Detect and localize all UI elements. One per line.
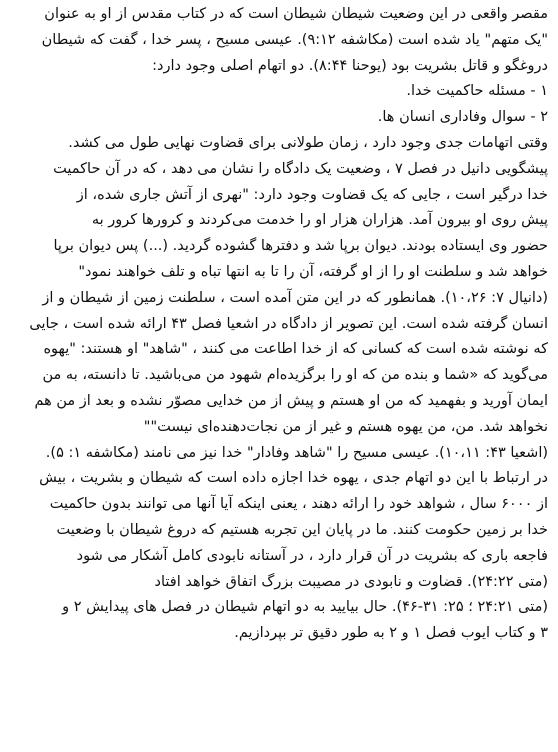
text-line: خدا درگیر است ، جایی که یک قضاوت وجود دارد: "نهری از آتش جاری شده، از xyxy=(76,186,548,203)
text-line: که نوشته شده است که کسانی که از خدا اطاعت می کنند ، "شاهد" او هستند: "یهوه xyxy=(43,341,548,358)
text-line: ۳ و کتاب ایوب فصل ۱ و ۲ به طور دقیق تر بپردازیم. xyxy=(234,625,548,642)
text-line: مقصر واقعی در این وضعیت شیطان شیطان است که در کتاب مقدس از او به عنوان xyxy=(44,6,548,22)
text-line: ایمان آورید و بفهمید که من او هستم و پیش از من خدایی مصوّر نشده و بعد از من هم xyxy=(34,392,548,409)
list-item: ۲ - سوال وفاداری انسان ها. xyxy=(377,109,548,126)
text-line: "یک متهم" یاد شده است (مکاشفه ۹:۱۲). عیسی مسیح ، پسر خدا ، گفت که شیطان xyxy=(41,31,548,48)
text-line: (متی ۲۴:۲۱ ؛ ۲۵: ۳۱-۴۶). حال بیایید به دو اتهام شیطان در فصل های پیدایش ۲ و xyxy=(62,599,548,616)
text-line: در ارتباط با این دو اتهام جدی ، یهوه خدا اجازه داده است که شیطان و بشریت ، بیش xyxy=(39,470,548,487)
text-line: حضور وی ایستاده بودند. دیوان برپا شد و دفترها گشوده گردید. (...) پس دیوان برپا xyxy=(53,238,548,255)
text-line: می‌گوید که «شما و بنده من که او را برگزیده‌ام شهود من می‌باشید. تا دانسته، به من xyxy=(42,367,548,384)
text-line: (دانیال ۷: ۱۰،۲۶). همانطور که در این متن آمده است ، سلطنت زمین از شیطان و از xyxy=(42,289,548,306)
text-line: انسان گرفته شده است. این تصویر از دادگاه در اشعیا فصل ۴۳ ارائه شده است ، جایی xyxy=(29,315,548,332)
text-line: نخواهد شد. من، من یهوه هستم و غیر از من نجات‌دهنده‌ای نیست"" xyxy=(143,418,548,435)
text-line: دروغگو و قاتل بشریت بود (یوحنا ۸:۴۴). دو اتهام اصلی وجود دارد: xyxy=(152,57,548,74)
text-line: وقتی اتهامات جدی وجود دارد ، زمان طولانی برای قضاوت نهایی طول می کشد. xyxy=(68,134,548,151)
text-line: فاجعه باری که بشریت در آن قرار دارد ، در آستانه نابودی کامل آشکار می شود xyxy=(76,547,548,564)
text-line: خدا بر زمین حکومت کنند. ما در پایان این تجربه هستیم که دروغ شیطان با وضعیت xyxy=(56,521,548,538)
text-line: پیش روی او بیرون آمد. هزاران هزار او را خدمت می‌کردند و کرورها کرور به xyxy=(91,212,548,229)
document-body xyxy=(10,2,548,647)
text-line: پیشگویی دانیل در فصل ۷ ، وضعیت یک دادگاه را نشان می دهد ، که در آن حاکمیت xyxy=(53,160,548,177)
list-item: ۱ - مسئله حاکمیت خدا. xyxy=(406,83,548,100)
text-line: خواهد شد و سلطنت او را از او گرفته، آن را تا به انتها تباه و تلف خواهند نمود" xyxy=(78,263,548,280)
text-line: از ۶۰۰۰ سال ، شواهد خود را ارائه دهند ، یعنی اینکه آیا آنها می توانند بدون حاکمیت xyxy=(49,496,548,513)
text-line: (متی ۲۴:۲۲). قضاوت و نابودی در مصیبت بزرگ اتفاق خواهد افتاد xyxy=(154,573,548,590)
text-line: (اشعیا ۴۳: ۱۰،۱۱). عیسی مسیح را "شاهد وفادار" خدا نیز می نامند (مکاشفه ۱: ۵). xyxy=(45,444,548,461)
